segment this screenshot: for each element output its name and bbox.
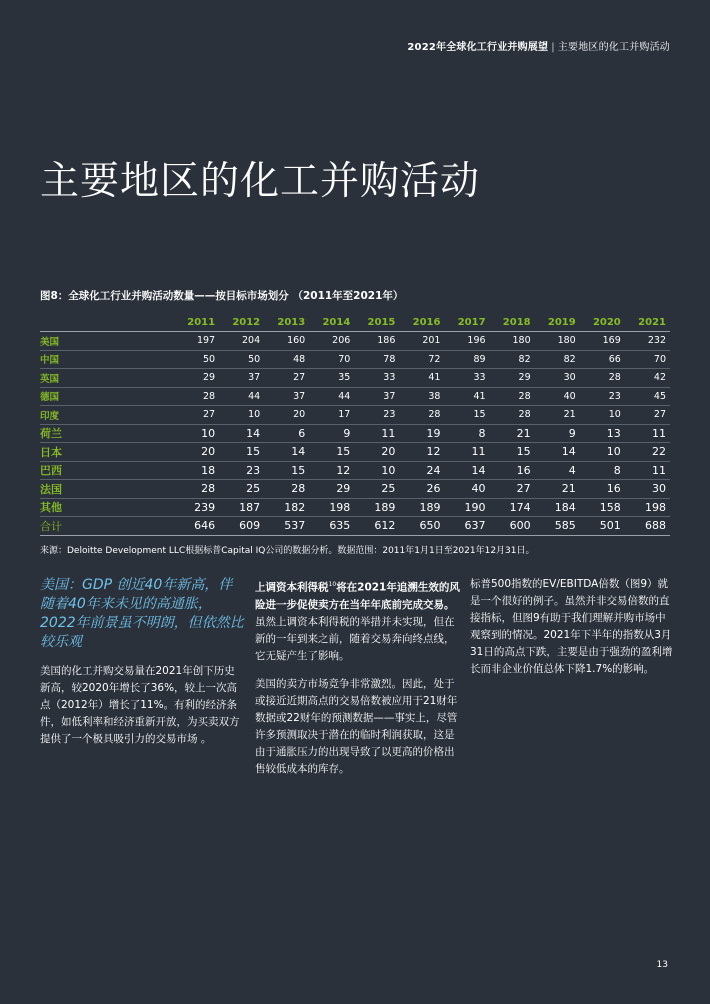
figure-caption: 图8：全球化工行业并购活动数量——按目标市场划分 （2011年至2021年） (40, 290, 404, 302)
table-cell: 10 (219, 406, 264, 425)
table-cell: 585 (535, 517, 580, 536)
table-cell: 190 (444, 498, 489, 517)
text-column-2 (255, 576, 460, 789)
table-cell: 198 (309, 498, 354, 517)
table-cell: 28 (490, 406, 535, 425)
table-cell: 48 (264, 350, 309, 369)
row-label: 法国 (40, 480, 174, 499)
table-cell: 10 (174, 424, 219, 443)
page-title: 主要地区的化工并购活动 (40, 159, 481, 204)
table-cell: 89 (444, 350, 489, 369)
table-cell: 637 (444, 517, 489, 536)
table-cell: 28 (399, 406, 444, 425)
year-header: 2019 (535, 313, 580, 332)
table-cell: 28 (174, 480, 219, 499)
table-cell: 12 (309, 461, 354, 480)
table-cell: 28 (174, 387, 219, 406)
table-row (40, 517, 670, 536)
table-cell: 189 (354, 498, 399, 517)
table-corner (40, 313, 174, 332)
table-cell: 15 (264, 461, 309, 480)
table-cell: 35 (309, 369, 354, 388)
text-column-3 (470, 576, 675, 689)
text-column-1 (40, 576, 245, 759)
table-row (40, 387, 670, 406)
table-cell: 15 (309, 443, 354, 462)
table-cell: 184 (535, 498, 580, 517)
row-label: 印度 (40, 406, 174, 425)
paragraph-rest: 虽然上调资本利得税的举措并未实现，但在新的一年到来之前，随着交易奔向终点线，它无疑产生了影响。 (255, 615, 455, 662)
year-header: 2018 (490, 313, 535, 332)
table-cell: 187 (219, 498, 264, 517)
table-cell: 13 (580, 424, 625, 443)
table-cell: 12 (399, 443, 444, 462)
table-cell: 10 (580, 406, 625, 425)
table-cell: 30 (535, 369, 580, 388)
table-cell: 4 (535, 461, 580, 480)
row-label: 其他 (40, 498, 174, 517)
table-cell: 44 (309, 387, 354, 406)
row-label: 合计 (40, 517, 174, 536)
table-cell: 232 (625, 332, 670, 351)
table-cell: 14 (264, 443, 309, 462)
table-cell: 82 (490, 350, 535, 369)
table-cell: 20 (174, 443, 219, 462)
table-cell: 28 (490, 387, 535, 406)
table-cell: 17 (309, 406, 354, 425)
table-row (40, 498, 670, 517)
year-header: 2021 (625, 313, 670, 332)
table-cell: 21 (490, 424, 535, 443)
footnote-ref: 10 (328, 581, 337, 588)
row-label: 中国 (40, 350, 174, 369)
table-cell: 29 (490, 369, 535, 388)
paragraph (255, 576, 460, 665)
year-header: 2014 (309, 313, 354, 332)
paragraph: 美国的卖方市场竞争非常激烈。因此，处于或接近近期高点的交易倍数被应用于21财年数据或22财年的预测数据——事实上，尽管许多预测取决于潜在的临时利润获取，这是由于通胀压力的出现导致了以更高的价格出售较低成本的库存。 (255, 677, 458, 775)
row-label: 美国 (40, 332, 174, 351)
table-cell: 22 (625, 443, 670, 462)
table-cell: 44 (219, 387, 264, 406)
lead-text: 上调资本利得税 (255, 581, 329, 594)
table-cell: 28 (580, 369, 625, 388)
table-cell: 72 (399, 350, 444, 369)
table-cell: 204 (219, 332, 264, 351)
table-cell: 82 (535, 350, 580, 369)
year-header: 2012 (219, 313, 264, 332)
table-cell: 25 (354, 480, 399, 499)
table-cell: 9 (309, 424, 354, 443)
table-cell: 10 (354, 461, 399, 480)
table-cell: 11 (354, 424, 399, 443)
row-label: 德国 (40, 387, 174, 406)
row-label: 巴西 (40, 461, 174, 480)
table-cell: 25 (219, 480, 264, 499)
table-cell: 23 (219, 461, 264, 480)
pull-quote: 美国：GDP 创近40年新高，伴随着40年来未见的高通胀，2022年前景虽不明朗，但依然比较乐观 (40, 577, 244, 650)
table-cell: 41 (444, 387, 489, 406)
year-header: 2017 (444, 313, 489, 332)
table-cell: 239 (174, 498, 219, 517)
row-label: 荷兰 (40, 424, 174, 443)
table-cell: 612 (354, 517, 399, 536)
table-cell: 24 (399, 461, 444, 480)
table-cell: 189 (399, 498, 444, 517)
report-title: 2022年全球化工行业并购展望 (407, 42, 549, 53)
table-row (40, 443, 670, 462)
page-number: 13 (656, 960, 668, 970)
table-cell: 182 (264, 498, 309, 517)
table-cell: 38 (399, 387, 444, 406)
table-cell: 11 (625, 424, 670, 443)
table-row (40, 480, 670, 499)
table-cell: 646 (174, 517, 219, 536)
table-cell: 29 (174, 369, 219, 388)
table-cell: 206 (309, 332, 354, 351)
table-cell: 41 (399, 369, 444, 388)
table-cell: 30 (625, 480, 670, 499)
table-cell: 609 (219, 517, 264, 536)
table-cell: 11 (444, 443, 489, 462)
table-cell: 20 (354, 443, 399, 462)
table-cell: 21 (535, 406, 580, 425)
table-cell: 33 (354, 369, 399, 388)
table-cell: 28 (264, 480, 309, 499)
table-cell: 198 (625, 498, 670, 517)
table-cell: 11 (625, 461, 670, 480)
table-cell: 37 (219, 369, 264, 388)
table-cell: 19 (399, 424, 444, 443)
table-cell: 197 (174, 332, 219, 351)
table-cell: 14 (444, 461, 489, 480)
table-cell: 8 (580, 461, 625, 480)
table-cell: 6 (264, 424, 309, 443)
table-cell: 45 (625, 387, 670, 406)
paragraph: 标普500指数的EV/EBITDA倍数（图9）就是一个很好的例子。虽然并非交易倍数的直接指标，但图9有助于我们理解并购市场中观察到的情况。2021年下半年的指数从3月31日的高点下跌，主要是由于强劲的盈利增长而非企业价值总体下降1.7%的影响。 (470, 578, 673, 675)
running-header (407, 38, 670, 53)
row-label: 日本 (40, 443, 174, 462)
paragraph: 美国的化工并购交易量在2021年创下历史新高，较2020年增长了36%，较上一次高点（2012年）增长了11%。有利的经济条件，如低利率和经济重新开放，为买卖双方提供了一个极具吸引力的交易市场 。 (40, 665, 240, 745)
table-cell: 21 (535, 480, 580, 499)
table-cell: 14 (535, 443, 580, 462)
table-cell: 196 (444, 332, 489, 351)
table-cell: 15 (444, 406, 489, 425)
year-header: 2016 (399, 313, 444, 332)
table-cell: 10 (580, 443, 625, 462)
table-cell: 174 (490, 498, 535, 517)
year-header: 2013 (264, 313, 309, 332)
year-header-row (40, 313, 670, 332)
year-header: 2011 (174, 313, 219, 332)
table-cell: 688 (625, 517, 670, 536)
table-cell: 15 (490, 443, 535, 462)
table-cell: 23 (354, 406, 399, 425)
table-cell: 37 (354, 387, 399, 406)
table-cell: 20 (264, 406, 309, 425)
source-note: 来源：Deloitte Development LLC根据标普Capital IQ公司的数据分析。数据范围：2011年1月1日至2021年12月31日。 (40, 546, 535, 556)
table-cell: 15 (219, 443, 264, 462)
lead-text-cont: 将在2021年追溯生效的风险进一步促使卖方在当年年底前完成交易。 (255, 581, 460, 611)
table-cell: 180 (535, 332, 580, 351)
table-cell: 160 (264, 332, 309, 351)
table-row (40, 350, 670, 369)
table-cell: 650 (399, 517, 444, 536)
table-cell: 14 (219, 424, 264, 443)
table-cell: 50 (219, 350, 264, 369)
table-cell: 42 (625, 369, 670, 388)
table-cell: 40 (535, 387, 580, 406)
table-cell: 66 (580, 350, 625, 369)
table-cell: 50 (174, 350, 219, 369)
table-cell: 169 (580, 332, 625, 351)
table-cell: 40 (444, 480, 489, 499)
table-cell: 158 (580, 498, 625, 517)
table-cell: 29 (309, 480, 354, 499)
deal-volume-table (40, 313, 670, 536)
table-row (40, 332, 670, 351)
table-cell: 201 (399, 332, 444, 351)
table-cell: 70 (309, 350, 354, 369)
table-cell: 33 (444, 369, 489, 388)
table-cell: 180 (490, 332, 535, 351)
table-cell: 27 (264, 369, 309, 388)
table-cell: 18 (174, 461, 219, 480)
table-cell: 16 (490, 461, 535, 480)
table-cell: 27 (174, 406, 219, 425)
header-separator: | (551, 42, 555, 53)
table-cell: 600 (490, 517, 535, 536)
table-row (40, 369, 670, 388)
table-cell: 635 (309, 517, 354, 536)
table-cell: 26 (399, 480, 444, 499)
table-cell: 9 (535, 424, 580, 443)
table-cell: 78 (354, 350, 399, 369)
table-row (40, 424, 670, 443)
year-header: 2015 (354, 313, 399, 332)
table-cell: 537 (264, 517, 309, 536)
year-header: 2020 (580, 313, 625, 332)
table-cell: 501 (580, 517, 625, 536)
table-cell: 8 (444, 424, 489, 443)
table-cell: 27 (625, 406, 670, 425)
section-name: 主要地区的化工并购活动 (557, 42, 670, 53)
table-cell: 186 (354, 332, 399, 351)
table-row (40, 406, 670, 425)
table-cell: 27 (490, 480, 535, 499)
row-label: 英国 (40, 369, 174, 388)
table-cell: 37 (264, 387, 309, 406)
table-cell: 70 (625, 350, 670, 369)
table-cell: 23 (580, 387, 625, 406)
table-cell: 16 (580, 480, 625, 499)
table-row (40, 461, 670, 480)
